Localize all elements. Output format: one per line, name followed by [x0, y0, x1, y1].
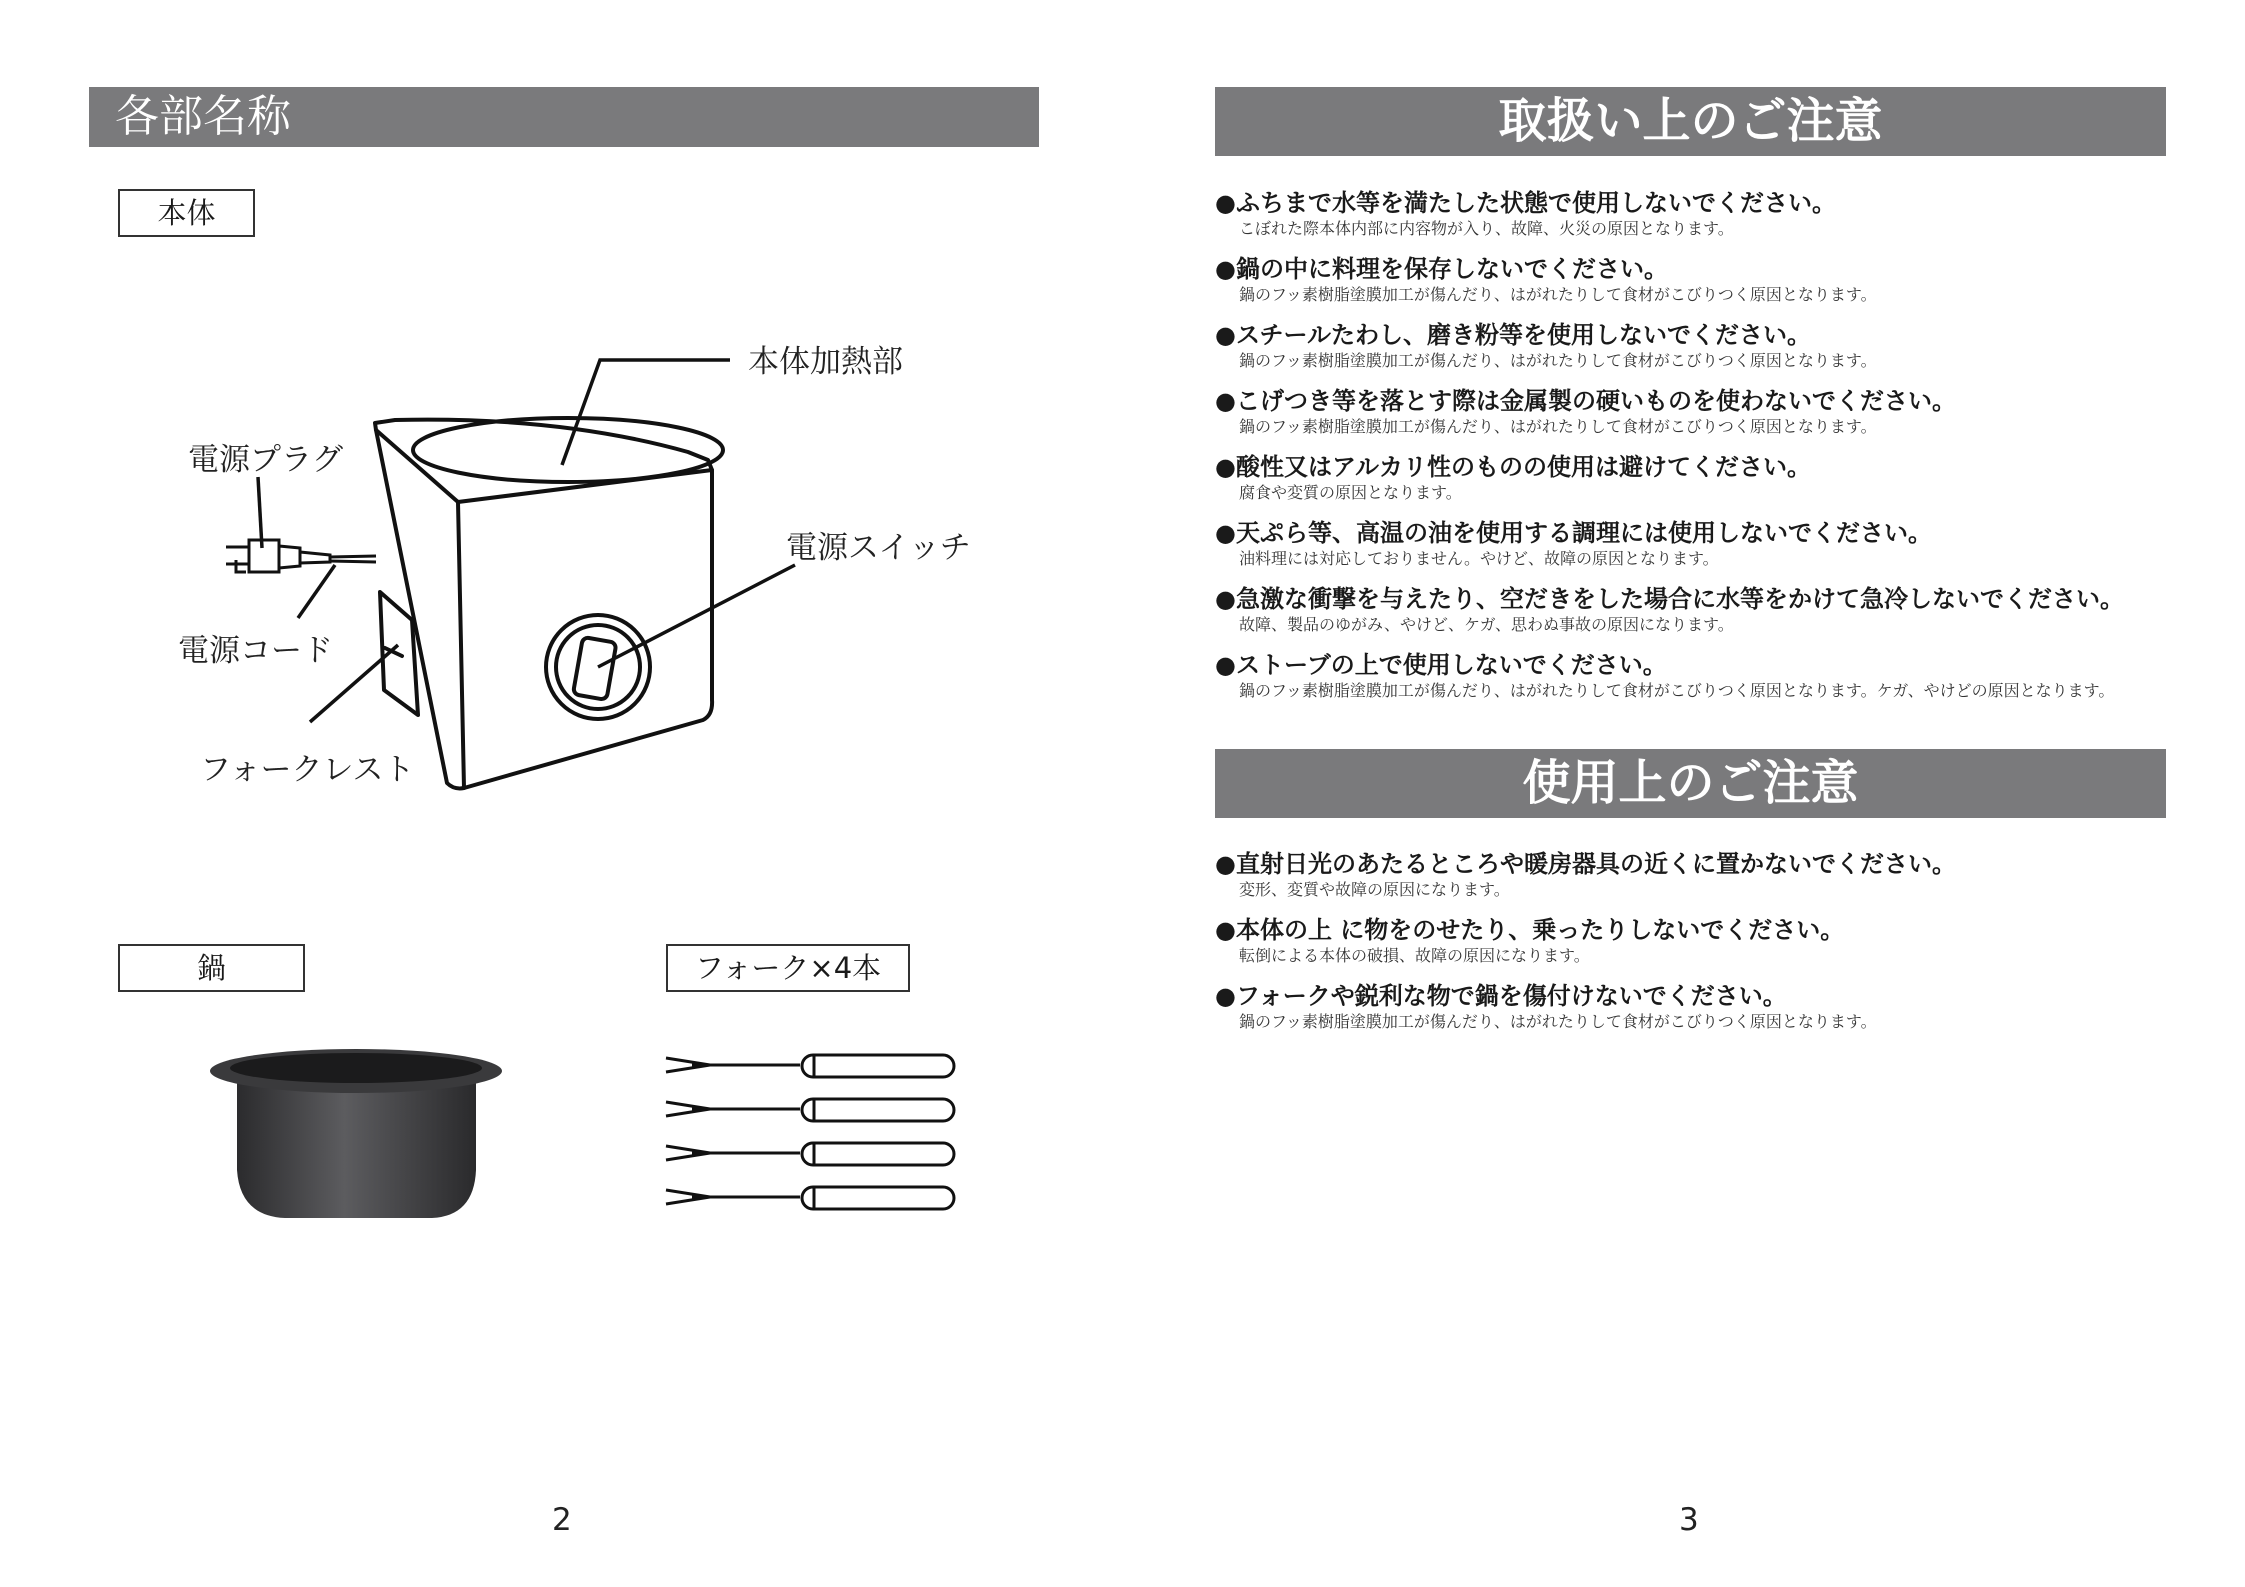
list-item	[1215, 650, 2175, 702]
list-item	[1215, 254, 2175, 306]
handling-precautions-header: 取扱い上のご注意	[1215, 87, 2166, 156]
warning-description: 故障、製品のゆがみ、やけど、ケガ、思わぬ事故の原因になります。	[1239, 615, 1734, 634]
warning-title: ●スチールたわし、磨き粉等を使用しないでください。	[1215, 321, 1811, 349]
page-number-right: 3	[1679, 1502, 1699, 1538]
label-fork-rest: フォークレスト	[200, 752, 415, 788]
section-label-forks: フォーク×4本	[666, 944, 910, 992]
warning-title: ●本体の上 に物をのせたり、乗ったりしないでください。	[1215, 916, 1845, 944]
list-item	[1215, 849, 2175, 901]
list-item	[1215, 452, 2175, 504]
label-power-plug: 電源プラグ	[188, 442, 343, 478]
fork	[666, 1143, 954, 1165]
warning-title: ●ふちまで水等を満たした状態で使用しないでください。	[1215, 189, 1836, 217]
handling-precautions-list	[1215, 188, 2175, 716]
warning-title: ●急激な衝撃を与えたり、空だきをした場合に水等をかけて急冷しないでください。	[1215, 585, 2124, 613]
list-item	[1215, 518, 2175, 570]
fork	[666, 1187, 954, 1209]
fork	[666, 1055, 954, 1077]
warning-description: 鍋のフッ素樹脂塗膜加工が傷んだり、はがれたりして食材がこびりつく原因となります。	[1239, 285, 1877, 304]
usage-precautions-header: 使用上のご注意	[1215, 749, 2166, 818]
warning-title: ●ストーブの上で使用しないでください。	[1215, 651, 1667, 679]
usage-precautions-list	[1215, 849, 2175, 1047]
list-item	[1215, 915, 2175, 967]
label-heater: 本体加熱部	[748, 344, 903, 380]
warning-description: 転倒による本体の破損、故障の原因になります。	[1239, 946, 1590, 965]
warning-title: ●直射日光のあたるところや暖房器具の近くに置かないでください。	[1215, 850, 1956, 878]
fork	[666, 1099, 954, 1121]
warning-description: こぼれた際本体内部に内容物が入り、故障、火災の原因となります。	[1239, 219, 1734, 238]
warning-description: 腐食や変質の原因となります。	[1239, 483, 1462, 502]
warning-description: 変形、変質や故障の原因になります。	[1239, 880, 1510, 899]
list-item	[1215, 188, 2175, 240]
page-number-left: 2	[552, 1502, 572, 1538]
list-item	[1215, 584, 2175, 636]
warning-title: ●こげつき等を落とす際は金属製の硬いものを使わないでください。	[1215, 387, 1956, 415]
warning-title: ●鍋の中に料理を保存しないでください。	[1215, 255, 1668, 283]
warning-description: 鍋のフッ素樹脂塗膜加工が傷んだり、はがれたりして食材がこびりつく原因となります。	[1239, 417, 1877, 436]
warning-title: ●フォークや鋭利な物で鍋を傷付けないでください。	[1215, 982, 1787, 1010]
list-item	[1215, 320, 2175, 372]
warning-description: 鍋のフッ素樹脂塗膜加工が傷んだり、はがれたりして食材がこびりつく原因となります。	[1239, 351, 1877, 370]
warning-description: 鍋のフッ素樹脂塗膜加工が傷んだり、はがれたりして食材がこびりつく原因となります。	[1239, 1012, 1877, 1031]
label-power-switch: 電源スイッチ	[786, 530, 971, 566]
warning-description: 油料理には対応しておりません。やけど、故障の原因となります。	[1239, 549, 1719, 568]
warning-description: 鍋のフッ素樹脂塗膜加工が傷んだり、はがれたりして食材がこびりつく原因となります。ケガ、やけどの原因となります。	[1239, 681, 2115, 700]
section-label-main-unit: 本体	[118, 189, 255, 237]
list-item	[1215, 981, 2175, 1033]
list-item	[1215, 386, 2175, 438]
warning-title: ●酸性又はアルカリ性のものの使用は避けてください。	[1215, 453, 1811, 481]
warning-title: ●天ぷら等、高温の油を使用する調理には使用しないでください。	[1215, 519, 1932, 547]
label-power-cord: 電源コード	[178, 633, 333, 669]
parts-names-header: 各部名称	[89, 87, 1039, 147]
section-label-pot: 鍋	[118, 944, 305, 992]
